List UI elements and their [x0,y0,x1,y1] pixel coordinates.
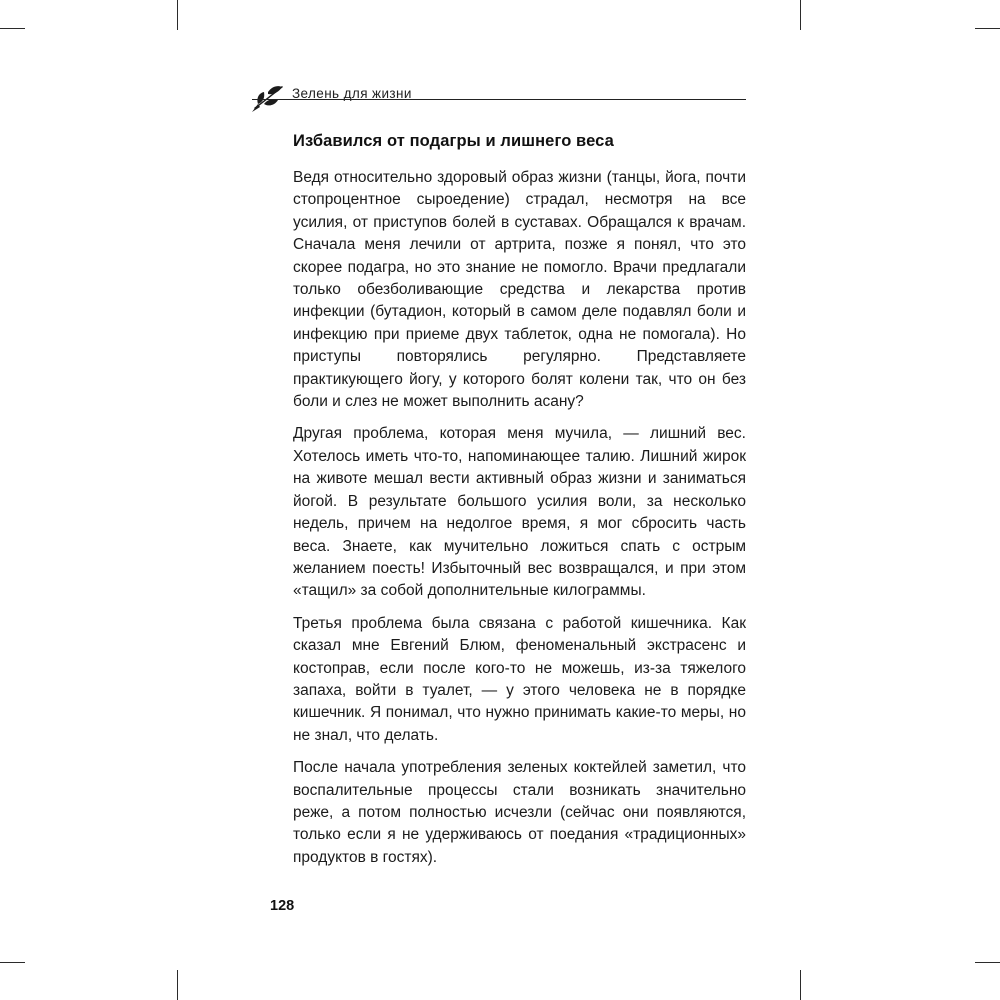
body-paragraph: Ведя относительно здоровый образ жизни (танцы, йога, почти стопроцентное сыроедение) страдал, несмотря на все усилия, от приступов болей в суставах. Обращался к врачам. Сначала меня лечили от артрита, позже я понял, что это скорее подагра, но это знание не помогло. Врачи предлагали только обезболивающие средства и лекарства против инфекции (бутадион, который в самом деле подавлял боли и инфекцию при приеме двух таблеток, одна не помогала). Но приступы повторялись регулярно. Представляете практикующего йогу, у которого болят колени так, что он без боли и слез не может выполнить асану? [293,169,746,411]
body-paragraph: Третья проблема была связана с работой кишечника. Как сказал мне Евгений Блюм, феноменальный экстрасенс и костоправ, если после кого-то не можешь, из-за тяжелого запаха, войти в туалет, — у этого человека не в порядке кишечник. Я понимал, что нужно принимать какие-то меры, но не знал, что делать. [293,614,746,744]
crop-mark-top-right [800,0,801,30]
running-header-title: Зелень для жизни [292,86,412,101]
crop-mark-right-top [975,28,1000,29]
leaf-ornament-icon [252,82,286,114]
crop-mark-bottom-right [800,970,801,1000]
body-paragraph: Другая проблема, которая меня мучила, — лишний вес. Хотелось иметь что-то, напоминающее талию. Лишний жирок на животе мешал вести активный образ жизни и заниматься йогой. В результате большого усилия воли, за несколько недель, причем на недолгое время, я мог сбросить часть веса. Знаете, как мучительно ложиться спать с острым желанием поесть! Избыточный вес возвращался, и при этом «тащил» за собой дополнительные килограммы. [293,425,746,600]
running-header [252,76,746,109]
crop-mark-right-bottom [975,962,1000,963]
crop-mark-left-top [0,28,25,29]
body-paragraph: После начала употребления зеленых коктейлей заметил, что воспалительные процессы стали возникать значительно реже, а потом полностью исчезли (сейчас они появляются, только если я не удерживаюсь от поедания «традиционных» продуктов в гостях). [293,759,746,866]
crop-mark-left-bottom [0,962,25,963]
running-header-row [252,76,746,108]
crop-mark-bottom-left [177,970,178,1000]
text-column [293,132,746,879]
section-heading: Избавился от подагры и лишнего веса [293,132,614,150]
crop-mark-top-left [177,0,178,30]
header-rule [252,99,746,100]
page-number: 128 [270,898,295,914]
